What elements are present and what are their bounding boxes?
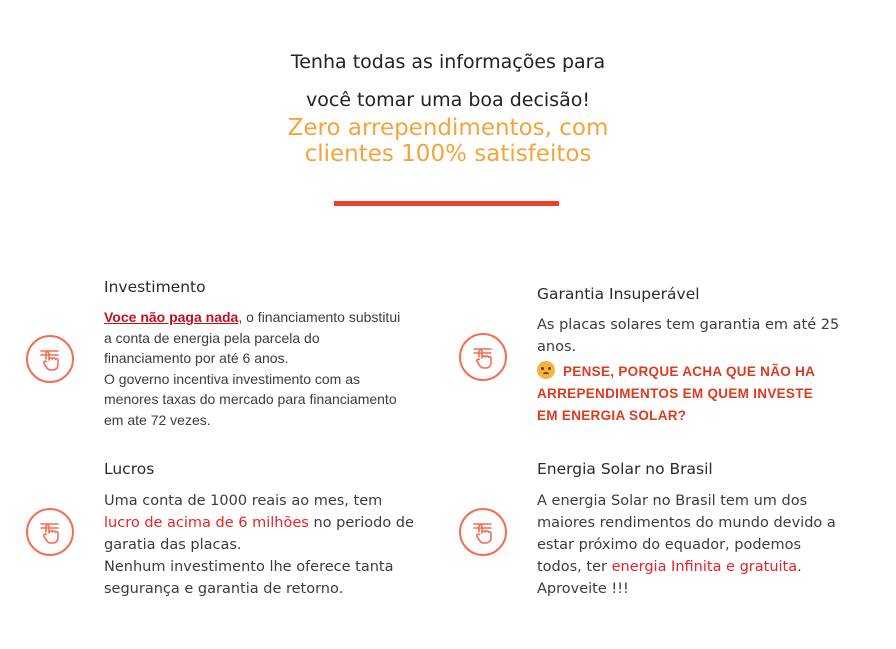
brasil-highlight: energia Infinita e gratuita [611,559,798,575]
headline-line-1: Tenha todas as informações para [290,51,606,73]
subtitle-line-2: clientes 100% satisfeitos [304,141,592,167]
investimento-text: Voce não paga nada, o financiamento substitui a conta de energia pela parcela do financiamento por até 6 anos. O governo incentiva investimento com as menores taxas do mercado para financiamento em ate 72 vezes. [104,309,401,428]
touch-icon [26,508,74,556]
garantia-title: Garantia Insuperável [537,285,700,303]
section-divider [334,201,559,206]
lucros-text: Uma conta de 1000 reais ao mes, tem lucro de acima de 6 milhões no periodo de garatia das placas. Nenhum investimento lhe oferece tanta segurança e garantia de retorno. [104,493,414,597]
garantia-text: As placas solares tem garantia em até 25 anos. [537,317,840,355]
lucros-title: Lucros [104,460,155,478]
touch-icon [459,333,507,381]
headline-line-2: você tomar uma boa decisão! [306,89,590,111]
investimento-title: Investimento [104,278,206,296]
touch-icon [26,335,74,383]
brasil-title: Energia Solar no Brasil [537,460,713,478]
lucros-highlight: lucro de acima de 6 milhões [104,515,309,531]
worried-face-emoji [537,361,555,379]
touch-icon [459,508,507,556]
subtitle-line-1: Zero arrependimentos, com [287,115,609,141]
brasil-text: A energia Solar no Brasil tem um dos maiores rendimentos do mundo devido a estar próximo do equador, podemos todos, ter energia Infinita e gratuita. Aproveite !!! [537,493,836,597]
garantia-alert: PENSE, PORQUE ACHA QUE NÃO HA ARREPENDIMENTOS EM QUEM INVESTE EM ENERGIA SOLAR? [537,361,877,427]
voce-nao-paga-nada-link[interactable]: Voce não paga nada [104,309,239,325]
